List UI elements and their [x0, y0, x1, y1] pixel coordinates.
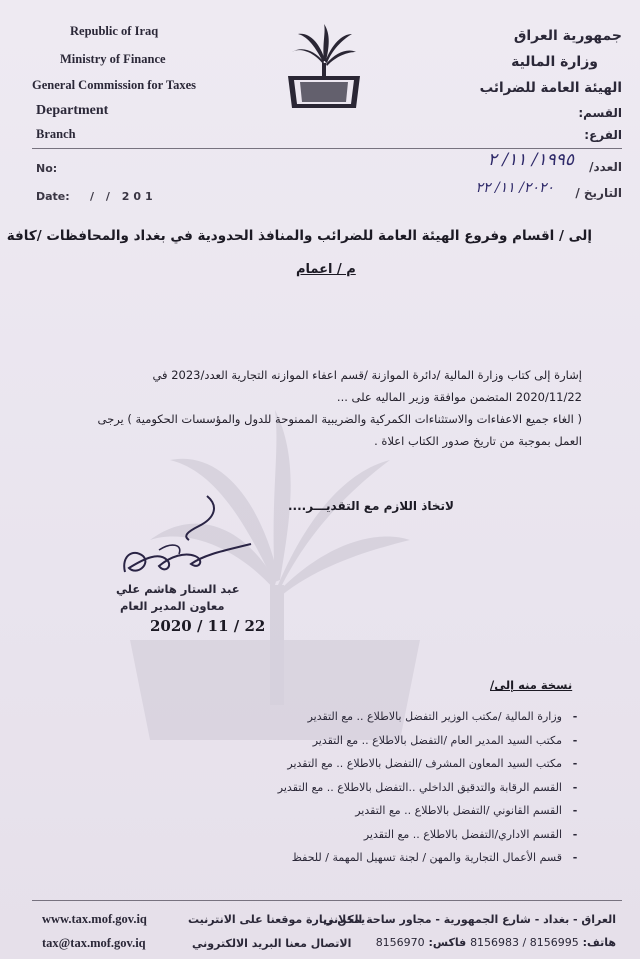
list-item: - القسم الرقابة والتدقيق الداخلي ..التفضل بالاطلاع .. مع التقدير: [277, 780, 578, 794]
footer-email-label: الاتصال معنا البريد الالكتروني: [192, 937, 352, 950]
header-ministry-ar: وزارة المالية: [511, 54, 598, 70]
number-label-ar: العدد/: [589, 160, 622, 174]
date-label-en: Date:: [36, 190, 70, 203]
number-handwritten: ١٩٩٥/ ١١/ ٢: [487, 150, 574, 170]
header-department-ar: القسم:: [578, 106, 622, 120]
copies-title: نسخة منه إلى/: [490, 678, 573, 692]
addressee: إلى / اقسام وفروع الهيئة العامة للضرائب والمنافذ الحدودية في بغداد والمحافظات /كافة: [6, 228, 592, 244]
tax-commission-logo: [274, 20, 374, 120]
list-item: - قسم الأعمال التجارية والمهن / لجنة تسهيل المهمة / للحفظ: [291, 851, 578, 865]
date-label-ar: التاريخ /: [575, 186, 622, 200]
date-template-en: / / 201: [90, 190, 157, 203]
header-divider: [32, 148, 622, 149]
fax-label: فاكس:: [428, 936, 467, 949]
list-item: - مكتب السيد المدير العام /التفضل بالاطلاع .. مع التقدير: [312, 733, 578, 747]
header-commission-ar: الهيئة العامة للضرائب: [479, 80, 622, 96]
body-line-4: العمل بموجبة من تاريخ صدور الكتاب اعلاة .: [374, 434, 582, 448]
footer-website: www.tax.mof.gov.iq: [42, 912, 147, 926]
header-country-ar: جمهورية العراق: [513, 28, 622, 44]
body-line-1: إشارة إلى كتاب وزارة المالية /دائرة الموازنة /قسم اعفاء الموازنه التجارية العدد/2023 في: [152, 368, 582, 382]
body-line-2: 2020/11/22 المتضمن موافقة وزير الماليه على ...: [336, 390, 582, 404]
copies-list: [222, 705, 582, 870]
footer-contact: [376, 936, 616, 949]
signatory-title: معاون المدير العام: [120, 599, 225, 613]
handwritten-signature: [115, 492, 265, 592]
header-country-en: Republic of Iraq: [70, 24, 159, 38]
header-department-en: Department: [36, 103, 109, 118]
body-line-3: ( الغاء جميع الاعفاءات والاستثناءات الكمركية والضريبية الممنوحة للدول والمؤسسات الحكومية ) يرجى: [97, 412, 582, 426]
phone-label: هاتف:: [582, 936, 616, 949]
list-item: - مكتب السيد المعاون المشرف /التفضل بالاطلاع .. مع التقدير: [287, 757, 578, 771]
header-branch-ar: الفرع:: [584, 128, 622, 142]
list-item: - وزارة المالية /مكتب الوزير التفضل بالاطلاع .. مع التقدير: [307, 710, 578, 724]
footer-email: tax@tax.mof.gov.iq: [42, 936, 146, 950]
closing-line: لاتخاذ اللازم مع التقديـــر....: [288, 499, 454, 513]
footer-website-label: يمكن زيارة موقعنا على الانترنيت: [188, 913, 366, 926]
fax-number: 8156970: [375, 936, 425, 949]
footer-address: العراق - بغداد - شارع الجمهورية - مجاور ساحة الخلاني: [322, 913, 616, 926]
phone-numbers: 8156995 / 8156983: [470, 936, 579, 949]
subject: م / اعمام: [296, 262, 356, 277]
signature-date: 2020 / 11 / 22: [150, 617, 266, 635]
date-handwritten: ٢٠٢٠/ ١١/ ٢٢: [475, 180, 554, 196]
list-item: - القسم القانوني /التفضل بالاطلاع .. مع التقدير: [355, 804, 578, 818]
number-label-en: No:: [36, 162, 58, 175]
header-commission-en: General Commission for Taxes: [32, 78, 197, 92]
header-branch-en: Branch: [36, 127, 76, 141]
header-ministry-en: Ministry of Finance: [60, 52, 166, 66]
footer-divider: [32, 900, 622, 901]
footer: [0, 896, 640, 959]
signatory-name: عبد الستار هاشم علي: [116, 582, 240, 596]
list-item: - القسم الاداري/التفضل بالاطلاع .. مع التقدير: [363, 827, 578, 841]
